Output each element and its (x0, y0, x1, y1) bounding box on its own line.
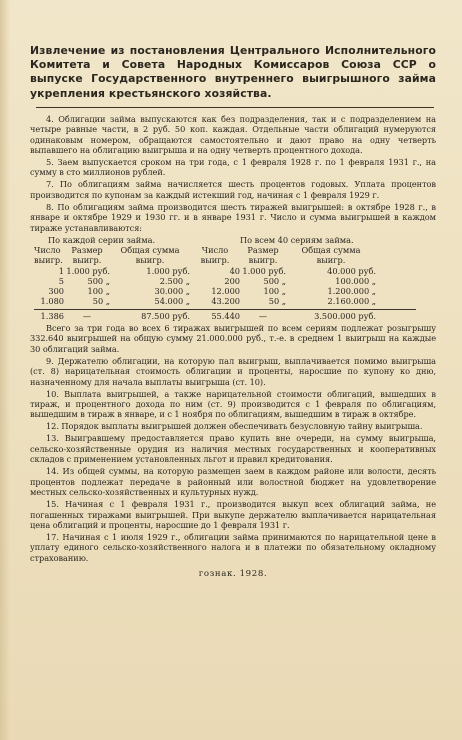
table-cell: 100.000 „ (335, 275, 376, 286)
article-17: 17. Начиная с 1 июля 1929 г., облигации займа принимаются по нарицательной цене в уплату единого сельско-хозяйственного налога и в платежи по обязательному окладному страхованию. (30, 531, 436, 563)
table-group-headers (30, 235, 436, 245)
header-cell: Размер выигр. (247, 244, 279, 266)
table-cell: 30.000 „ (154, 286, 190, 297)
header-cell: Число выигр. (200, 244, 230, 266)
header-cell: Общая сумма выигр. (301, 244, 361, 266)
table-row (30, 286, 436, 296)
table-cell: 1 (58, 265, 64, 276)
table-cell: 40 (229, 265, 240, 276)
table-cell: 200 (224, 275, 240, 286)
article-7: 7. По облигациям займа начисляется шесть процентов годовых. Уплата процентов производится по купонам за каждый истекший год, начиная с 1 февраля 1929 г. (30, 179, 436, 200)
article-4: 4. Облигации займа выпускаются как без подразделения, так и с подразделением на четыре равные части, в 2 руб. 50 коп. каждая. Отдельные части облигаций нумеруются одинаковым номером, обращаются самостоятельно и дают право на одну четверть выпавшего на облигацию выигрыша и на одну четверть процентного дохода. (30, 113, 436, 156)
table-cell: 1.080 (40, 296, 64, 307)
total-cell: 3.500.000 руб. (314, 310, 376, 321)
table-cell: 12.000 (211, 286, 240, 297)
table-cell: 1.000 руб. (242, 265, 286, 276)
table-cell: 40.000 руб. (327, 265, 376, 276)
table-cell: 5 (58, 275, 64, 286)
total-cell: 55.440 (211, 310, 240, 321)
table-cell: 2.500 „ (159, 275, 190, 286)
article-9: 9. Держателю облигации, на которую пал выигрыш, выплачивается помимо выигрыша (ст. 8) нарицательная стоимость облигации и проценты, наросшие по купону ко дню, назначенному для начала выплаты выигрыша (ст. 10). (30, 355, 436, 387)
table-cell: 54.000 „ (154, 296, 190, 307)
table-cell: 100 „ (263, 286, 286, 297)
article-5: 5. Заем выпускается сроком на три года, с 1 февраля 1928 г. по 1 февраля 1931 г., на сумму в сто миллионов рублей. (30, 157, 436, 178)
table-row (30, 296, 436, 306)
article-12: 12. Порядок выплаты выигрышей должен обеспечивать безусловную тайну выигрыша. (46, 421, 423, 432)
table-cell: 300 (48, 286, 64, 297)
table-cell: 500 „ (87, 275, 110, 286)
header-cell: Размер выигр. (71, 244, 103, 266)
article-14: 14. Из общей суммы, на которую размещен заем в каждом районе или волости, десять процентов подлежат передаче в районный или волостной бюджет на удовлетворение местных сельско-хозяйственных и культурных нужд. (30, 466, 436, 498)
paper-edge (0, 0, 10, 740)
total-cell: — (258, 310, 268, 321)
table-cell: 43.200 (211, 296, 240, 307)
summary-paragraph: Всего за три года во всех 6 тиражах выигрышей по всем сериям подлежат розыгрышу 332.640 выигрышей на общую сумму 21.000.000 руб., т.-е. в среднем 1 выигрыш на каждые 30 облигаций займа. (30, 323, 436, 354)
table-cell: 50 „ (92, 296, 110, 307)
total-cell: 87.500 руб. (141, 310, 190, 321)
table-row (30, 276, 436, 286)
table-cell: 1.000 руб. (146, 265, 190, 276)
article-13: 13. Выигравшему предоставляется право купить вне очереди, на сумму выигрыша, сельско-хозяйственные орудия из наличия местных государственных и кооперативных складов с применением установленных льгот и правил кредитования. (30, 433, 436, 465)
total-cell: — (82, 310, 92, 321)
article-8: 8. По облигациям займа производится шесть тиражей выигрышей: в октябре 1928 г., в январе и октябре 1929 и 1930 гг. и в январе 1931 г. Число и сумма выигрышей в каждом тираже устанавливаются: (30, 201, 436, 233)
title-divider (36, 107, 434, 108)
table-cell: 1.000 руб. (66, 265, 110, 276)
table-totals-row (30, 311, 436, 321)
table-total-divider (34, 309, 416, 310)
group-header-all-series: По всем 40 сериям займа. (240, 234, 354, 245)
printer-imprint: гознак. 1928. (198, 569, 268, 580)
table-header-row (30, 245, 436, 266)
table-cell: 500 „ (263, 275, 286, 286)
table-row (30, 266, 436, 276)
header-cell: Число выигр. (34, 244, 63, 266)
header-cell: Общая сумма выигр. (120, 244, 180, 266)
table-cell: 1.200.000 „ (327, 286, 376, 297)
document-title: Извлечение из постановления Центрального Исполнительного Комитета и Совета Народных Комиссаров Союза ССР о выпуске Государственного внутреннего выигрышного займа укрепления крестьянского хозяйства. (30, 44, 436, 100)
total-cell: 1.386 (40, 310, 64, 321)
table-cell: 100 „ (87, 286, 110, 297)
group-header-per-series: По каждой серии займа. (48, 234, 156, 245)
article-15: 15. Начиная с 1 февраля 1931 г., производится выкуп всех облигаций займа, не погашенных тиражами выигрышей. При выкупе держателю выплачивается нарицательная цена облигаций и проценты, наросшие до 1 февраля 1931 г. (30, 499, 436, 530)
table-cell: 2.160.000 „ (327, 296, 376, 307)
table-cell: 50 „ (268, 296, 286, 307)
article-10: 10. Выплата выигрышей, а также нарицательной стоимости облигаций, вышедших в тираж, и процентного дохода по ним (ст. 9) производится с 1 февраля по облигациям, вышедшим в тираж в январе, и с 1 ноября по облигациям, вышедшим в тираж в октябре. (30, 388, 436, 420)
prize-table (30, 235, 436, 321)
